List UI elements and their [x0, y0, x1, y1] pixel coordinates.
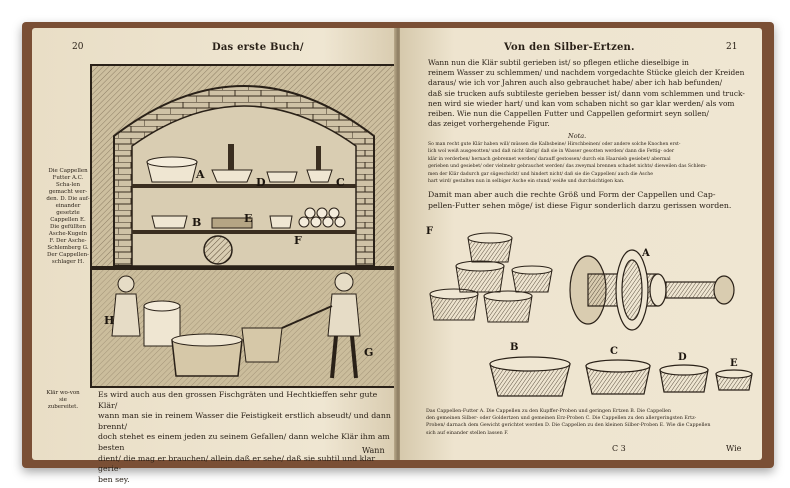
left-body-text: [98, 390, 394, 485]
figure-letter-f: F: [426, 226, 434, 237]
cupel-figure: [420, 216, 756, 406]
signature-mark: C 3: [612, 444, 626, 453]
figure-letter-a: A: [642, 248, 650, 259]
right-body-top: [428, 58, 758, 129]
nota-title: Nota.: [568, 132, 587, 140]
figure-letter-c: C: [610, 346, 618, 357]
caption-line: Das Cappellen-Futter A. Die Cappellen zu den Kupffer-Proben und geringen Ertzen B. Die Cappellen: [426, 409, 672, 414]
woodcut-letter-g: G: [364, 346, 374, 359]
right-body-line: nen wird sie wieder hart/ und kan vom schaben nicht so gar klar werden/ als vom: [428, 98, 735, 108]
left-body-line: doch stehet es einem jeden zu seinem Gefallen/ dann welche Klär ihm am besten: [98, 432, 390, 452]
woodcut-letter-b: B: [192, 216, 202, 229]
right-page-header: Von den Silber-Ertzen.: [504, 42, 635, 53]
right-body-mid: [428, 190, 758, 211]
right-page-number: 21: [726, 42, 738, 52]
nota-line: So man recht gute Klär haben will/ müssen die Kalbsbeine/ Hirschbeinen/ oder andere solche Knochen erst-: [428, 142, 681, 147]
right-body-line: pellen-Futter sehen möge/ ist diese Figur sonderlich darzu gerissen worden.: [428, 200, 732, 210]
figure-letter-b: B: [510, 342, 519, 353]
margin-note-bottom: Klär wo-von sie zubereitet.: [46, 390, 80, 410]
left-body-line: Es wird auch aus den grossen Fischgräten und Hechtkieffen sehr gute Klär/: [98, 390, 378, 410]
caption-line: sich auf einander stellen lassen F.: [426, 430, 509, 436]
right-body-line: reiben. Wie nun die Cappellen Futter und Cappellen geformirt seyn sollen/: [428, 109, 709, 119]
caption-line: Proben/ darnach dem Gewicht gerichtet werden D. Die Cappellen zu den kleinen Silber-Proben E. Wie die Cappellen: [426, 423, 711, 429]
woodcut-letter-f: F: [294, 234, 302, 247]
figure-caption: [426, 408, 760, 437]
nota-text: [428, 141, 758, 185]
nota-line: gerieben und gesiebet/ oder vielmehr gebrauchet werden/ das zweymal brennen schadet nichts/ dieweilen das Schlem-: [428, 164, 707, 170]
margin-note-top: Die Cappellen Futter A.C. Scha-len gemacht wer-den. D. Die auf-einander gesetzte Cappellen E. Die gefüllten Asche-Kugeln F. Der Asche-Schlemberg G. Der Cappellen-schlager H.: [46, 168, 90, 265]
right-body-line: daraus/ wie ich vor Jahren auch also gebrauchet habe/ aber ich hab befunden/: [428, 78, 723, 88]
right-catchword: Wie: [726, 444, 742, 453]
right-body-line: das zeiget vorhergehende Figur.: [428, 119, 550, 129]
caption-line: den gemeinen Silber- oder Goldertzen und gemeinen Erz-Proben C. Die Cappellen zu den allergeringsten Ertz-: [426, 416, 697, 422]
nota-line: klär in verderben/ hernach gebrennet werden/ darauff gestossen/ durch ein Haarsieb gesiebet/ abermal: [428, 156, 671, 162]
figure-letter-e: E: [730, 358, 738, 369]
right-body-line: Damit man aber auch die rechte Größ und Form der Cappellen und Cap-: [428, 190, 716, 199]
woodcut-drawing: [92, 66, 396, 386]
nota-line: lich wol weiß ausgesotten/ und daß nicht übrig/ daß sie in Wasser gesotten werden/ dann die Fettig- oder: [428, 149, 675, 155]
woodcut-illustration: [90, 64, 398, 388]
left-body-line: dient/ die mag er brauchen/ allein daß er sehe/ daß sie subtil und klar gerie-: [98, 453, 376, 474]
left-body-line: ben sey.: [98, 474, 130, 484]
left-page-number: 20: [72, 42, 84, 52]
nota-line: men der Klär dadurch gar sügeschickt/ und hindert nicht/ daß sie die Cappellen/ auch die Asche: [428, 171, 653, 177]
woodcut-letter-a: A: [196, 168, 205, 181]
left-page: [32, 28, 396, 484]
woodcut-letter-d: D: [256, 176, 266, 189]
woodcut-letter-c: C: [336, 176, 345, 189]
left-page-header: Das erste Buch/: [212, 42, 304, 53]
woodcut-letter-h: H: [104, 314, 115, 327]
right-page: [400, 28, 762, 460]
right-body-line: daß sie trucken aufs subtileste gerieben besser ist/ dann vom schlemmen und truck-: [428, 88, 745, 98]
right-body-line: Wann nun die Klär subtil gerieben ist/ so pflegen etliche dieselbige in: [428, 58, 689, 67]
woodcut-letter-e: E: [244, 212, 253, 225]
right-body-line: reinem Wasser zu schlemmen/ und nachdem vorgedachte Stücke gleich der Kreiden: [428, 68, 745, 78]
left-catchword: Wann: [362, 446, 385, 455]
figure-letter-d: D: [678, 352, 687, 363]
nota-line: hart wird/ gestalten nun in selbiger Asche ein stund/ weiße und durchsichtigen kan.: [428, 179, 625, 185]
open-book: [22, 22, 774, 484]
left-body-line: wann man sie in reinem Wasser die Feistigkeit erstlich abseudt/ und dann brennt/: [98, 411, 391, 431]
